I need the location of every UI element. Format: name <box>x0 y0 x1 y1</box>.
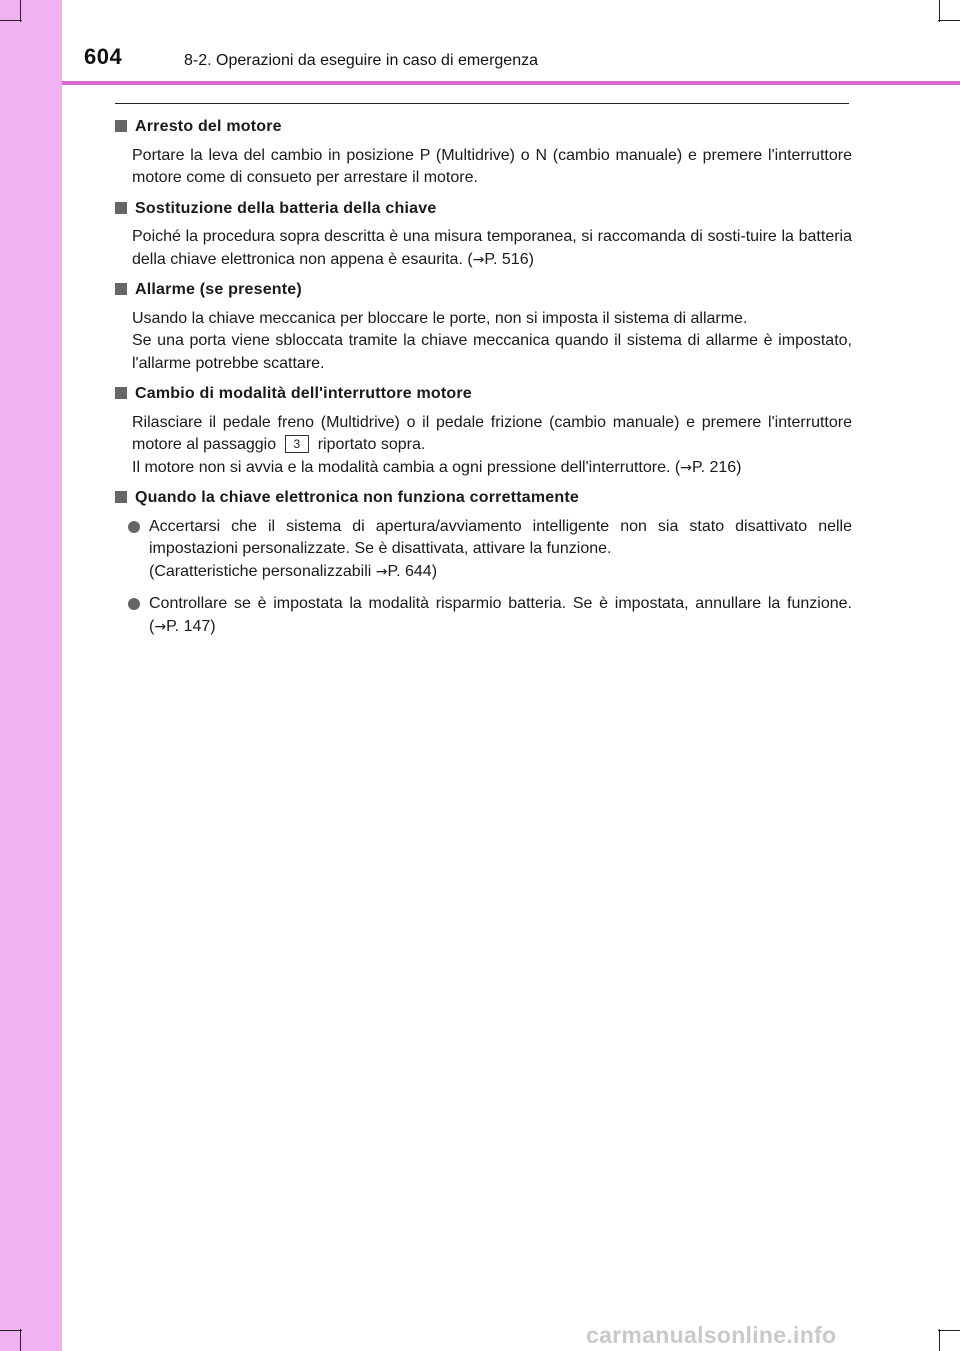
crop-mark <box>938 20 960 21</box>
heading-text: Arresto del motore <box>135 118 282 135</box>
section-heading <box>112 383 852 406</box>
watermark: carmanualsonline.info <box>586 1322 837 1348</box>
crop-mark <box>939 0 940 22</box>
square-bullet-icon <box>115 491 127 503</box>
page-number: 604 <box>84 44 123 69</box>
heading-text: Sostituzione della batteria della chiave <box>135 199 437 217</box>
circle-bullet-icon <box>128 598 140 610</box>
paragraph <box>132 412 852 480</box>
crop-mark <box>938 1330 960 1331</box>
paragraph: Portare la leva del cambio in posizione P (Multidrive) o N (cambio manuale) e premere l'interruttore motore come di consueto per arrestare il motore. <box>132 146 852 186</box>
page-reference-link[interactable]: P. 644) <box>387 562 438 580</box>
heading-text: Quando la chiave elettronica non funziona correttamente <box>135 489 579 506</box>
paragraph-text: Poiché la procedura sopra descritta è una misura temporanea, si raccomanda di sosti-tuire la batteria della chiave elettronica non appena è esaurita. ( <box>132 228 852 268</box>
paragraph <box>132 308 852 376</box>
section-arresto-motore <box>112 116 852 190</box>
section-title: 8-2. Operazioni da eseguire in caso di emergenza <box>184 52 538 69</box>
section-allarme <box>112 279 852 375</box>
circle-bullet-icon <box>128 521 140 533</box>
paragraph-line: Se una porta viene sbloccata tramite la chiave meccanica quando il sistema di allarme è impostato, l'allarme potrebbe scattare. <box>132 332 852 372</box>
section-sostituzione-batteria <box>112 198 852 272</box>
square-bullet-icon <box>115 120 127 132</box>
heading-text: Allarme (se presente) <box>135 281 302 298</box>
square-bullet-icon <box>115 387 127 399</box>
arrow-icon: → <box>375 563 388 580</box>
crop-mark <box>939 1329 940 1351</box>
paragraph-text: riportato sopra. <box>317 436 426 453</box>
list-item-text <box>149 516 852 584</box>
paragraph-text: Il motore non si avvia e la modalità cambia a ogni pressione dell'interruttore. ( <box>132 458 681 476</box>
crop-mark <box>20 0 21 22</box>
paragraph-text: Controllare se è impostata la modalità risparmio batteria. Se è impostata, annullare la funzione. ( <box>149 595 852 635</box>
side-color-band <box>0 0 62 1351</box>
section-chiave-non-funziona <box>112 487 852 638</box>
page-header <box>0 0 960 86</box>
header-rule <box>62 81 960 85</box>
page-reference-link[interactable]: P. 516) <box>484 250 534 268</box>
paragraph <box>132 226 852 271</box>
page-reference-link[interactable]: P. 216) <box>691 458 742 476</box>
step-number-box: 3 <box>285 435 310 453</box>
square-bullet-icon <box>115 202 127 214</box>
section-heading <box>112 279 852 302</box>
list-item <box>128 593 852 638</box>
crop-mark <box>0 20 22 21</box>
heading-text: Cambio di modalità dell'interruttore motore <box>135 385 472 402</box>
content-divider <box>115 103 849 104</box>
square-bullet-icon <box>115 283 127 295</box>
page-reference-link[interactable]: P. 147) <box>166 617 216 635</box>
paragraph-line: Usando la chiave meccanica per bloccare le porte, non si imposta il sistema di allarme. <box>132 309 748 327</box>
arrow-icon: → <box>154 618 167 635</box>
paragraph-text: Rilasciare il pedale freno (Multidrive) o il pedale frizione (cambio manuale) e premere l'interruttore motore al passaggio <box>132 413 852 453</box>
arrow-icon: → <box>472 251 485 268</box>
section-cambio-modalita <box>112 383 852 479</box>
list-item-text <box>149 593 852 638</box>
section-heading <box>112 487 852 510</box>
paragraph-text: Accertarsi che il sistema di apertura/avviamento intelligente non sia stato disattivato nelle impostazioni personalizzate. Se è disattivata, attivare la funzione. <box>149 517 852 557</box>
arrow-icon: → <box>680 459 692 476</box>
crop-mark <box>20 1329 21 1351</box>
section-heading <box>112 198 852 221</box>
paragraph-text: (Caratteristiche personalizzabili <box>149 562 376 580</box>
crop-mark <box>0 1330 22 1331</box>
page-content <box>112 116 852 648</box>
list-item <box>128 516 852 584</box>
section-heading <box>112 116 852 139</box>
